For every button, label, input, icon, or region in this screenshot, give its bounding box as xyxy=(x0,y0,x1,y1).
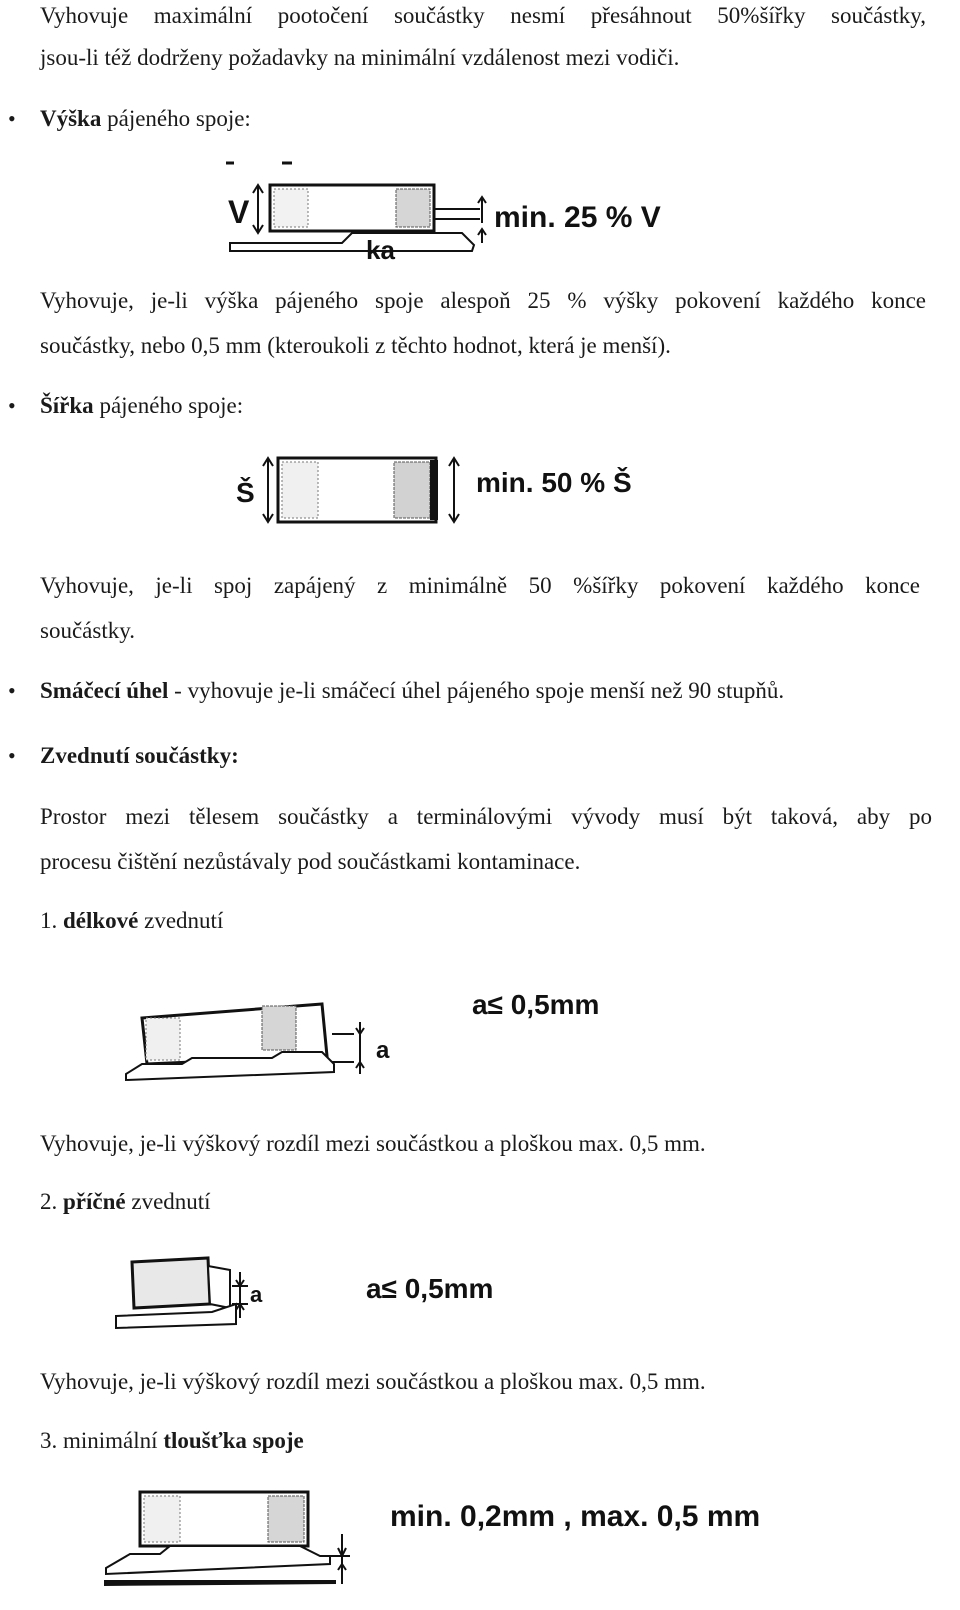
item3-figure xyxy=(100,1484,800,1606)
height-fig-label-a: ka xyxy=(366,235,395,265)
lift-text-2: procesu čištění nezůstávaly pod součástkami kontaminace. xyxy=(40,849,581,874)
item1-fig-label-a: a xyxy=(376,1037,390,1064)
item1-number: 1. xyxy=(40,908,63,933)
height-fig-caption: min. 25 % V xyxy=(494,201,661,234)
item3-fig-caption: min. 0,2mm , max. 0,5 mm xyxy=(390,1500,761,1533)
item1-fig-caption: a≤ 0,5mm xyxy=(472,989,600,1020)
item2-text: Vyhovuje, je-li výškový rozdíl mezi součástkou a ploškou max. 0,5 mm. xyxy=(40,1369,706,1394)
width-heading-rest: pájeného spoje: xyxy=(93,393,244,418)
item1-bold: délkové xyxy=(63,908,139,933)
height-heading-bold: Výška xyxy=(40,106,102,131)
bullet-height: • xyxy=(8,106,16,131)
width-figure xyxy=(232,448,672,538)
wetting-heading xyxy=(40,677,784,705)
item1-heading xyxy=(40,907,223,935)
item2-number: 2. xyxy=(40,1189,63,1214)
height-text-1: Vyhovuje, je-li výška pájeného spoje alespoň 25 % výšky pokovení každého konce xyxy=(40,288,926,313)
height-text-2: součástky, nebo 0,5 mm (kteroukoli z těchto hodnot, která je menší). xyxy=(40,333,671,358)
bullet-lift: • xyxy=(8,743,16,768)
width-fig-label-s: Š xyxy=(236,477,255,508)
width-fig-caption: min. 50 % Š xyxy=(476,467,632,498)
item3-bold: tloušťka spoje xyxy=(163,1428,304,1453)
height-heading xyxy=(40,105,251,133)
intro-line-1: Vyhovuje maximální pootočení součástky nesmí přesáhnout 50%šířky součástky, xyxy=(40,3,926,28)
height-figure xyxy=(222,155,682,265)
item2-figure xyxy=(112,1246,542,1338)
item3-heading xyxy=(40,1427,304,1455)
width-text-1: Vyhovuje, je-li spoj zapájený z minimálně 50 %šířky pokovení každého konce xyxy=(40,573,920,598)
width-heading xyxy=(40,392,243,420)
wetting-heading-bold: Smáčecí úhel xyxy=(40,678,169,703)
height-heading-rest: pájeného spoje: xyxy=(101,106,251,131)
bullet-width: • xyxy=(8,393,16,418)
lift-heading: Zvednutí součástky: xyxy=(40,743,239,768)
item1-rest: zvednutí xyxy=(138,908,224,933)
item2-heading xyxy=(40,1188,211,1216)
item3-number: 3. minimální xyxy=(40,1428,164,1453)
width-heading-bold: Šířka xyxy=(40,393,94,418)
item2-fig-label-a: a xyxy=(250,1282,263,1307)
item2-fig-caption: a≤ 0,5mm xyxy=(366,1273,494,1304)
height-fig-label-v: V xyxy=(228,194,250,230)
intro-line-2: jsou-li též dodrženy požadavky na minimální vzdálenost mezi vodiči. xyxy=(40,45,680,70)
item2-rest: zvednutí xyxy=(125,1189,211,1214)
wetting-heading-rest: - vyhovuje je-li smáčecí úhel pájeného spoje menší než 90 stupňů. xyxy=(168,678,785,703)
lift-text-1: Prostor mezi tělesem součástky a terminálovými vývody musí být taková, aby po xyxy=(40,804,932,829)
item1-figure xyxy=(122,978,642,1090)
item2-bold: příčné xyxy=(63,1189,126,1214)
item1-text: Vyhovuje, je-li výškový rozdíl mezi součástkou a ploškou max. 0,5 mm. xyxy=(40,1131,706,1156)
bullet-wetting: • xyxy=(8,678,16,703)
width-text-2: součástky. xyxy=(40,618,135,643)
